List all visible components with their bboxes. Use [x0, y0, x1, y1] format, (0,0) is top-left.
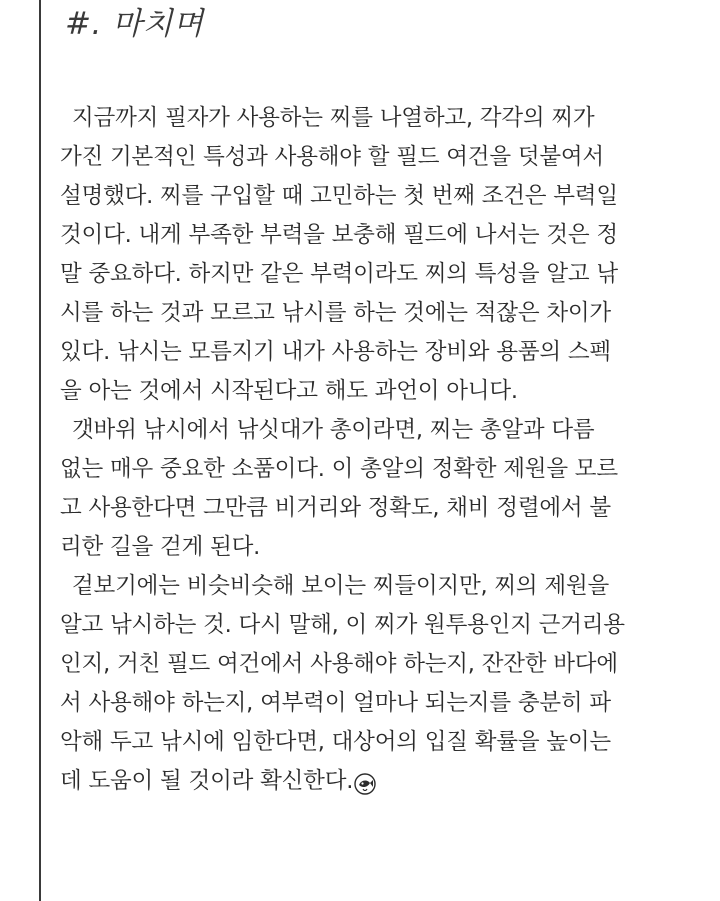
text-line: 가진 기본적인 특성과 사용해야 할 필드 여건을 덧붙여서 [60, 144, 604, 170]
text-line: 없는 매우 중요한 소품이다. 이 총알의 정확한 제원을 모르 [60, 456, 618, 482]
paragraph-2 [60, 411, 700, 567]
text-line: 서 사용해야 하는지, 여부력이 얼마나 되는지를 충분히 파 [60, 690, 611, 716]
paragraph-1 [60, 99, 700, 411]
text-line: 인지, 거친 필드 여건에서 사용해야 하는지, 잔잔한 바다에 [60, 651, 618, 677]
text-line: 시를 하는 것과 모르고 낚시를 하는 것에는 적잖은 차이가 [60, 300, 611, 326]
fish-icon [354, 769, 376, 791]
text-line: 지금까지 필자가 사용하는 찌를 나열하고, 각각의 찌가 [72, 105, 595, 131]
text-line: 설명했다. 찌를 구입할 때 고민하는 첫 번째 조건은 부력일 [60, 183, 618, 209]
margin-rule [39, 0, 41, 901]
text-line: 갯바위 낚시에서 낚싯대가 총이라면, 찌는 총알과 다름 [72, 417, 595, 443]
text-line: 고 사용한다면 그만큼 비거리와 정확도, 채비 정렬에서 불 [60, 495, 611, 521]
text-line: 겉보기에는 비슷비슷해 보이는 찌들이지만, 찌의 제원을 [72, 573, 610, 599]
paragraph-3 [60, 567, 700, 801]
text-line: 악해 두고 낚시에 임한다면, 대상어의 입질 확률을 높이는 [60, 729, 611, 755]
text-line: 알고 낚시하는 것. 다시 말해, 이 찌가 원투용인지 근거리용 [60, 612, 625, 638]
text-line: 것이다. 내게 부족한 부력을 보충해 필드에 나서는 것은 정 [60, 222, 618, 248]
text-line-last [60, 762, 700, 801]
body-text [60, 99, 700, 801]
text-line-content: 데 도움이 될 것이라 확신한다. [60, 768, 354, 794]
text-line: 리한 길을 걷게 된다. [60, 534, 261, 560]
section-title: #. 마치며 [65, 6, 204, 42]
text-line: 있다. 낚시는 모름지기 내가 사용하는 장비와 용품의 스펙 [60, 339, 611, 365]
text-line: 을 아는 것에서 시작된다고 해도 과언이 아니다. [60, 378, 518, 404]
text-line: 말 중요하다. 하지만 같은 부력이라도 찌의 특성을 알고 낚 [60, 261, 618, 287]
